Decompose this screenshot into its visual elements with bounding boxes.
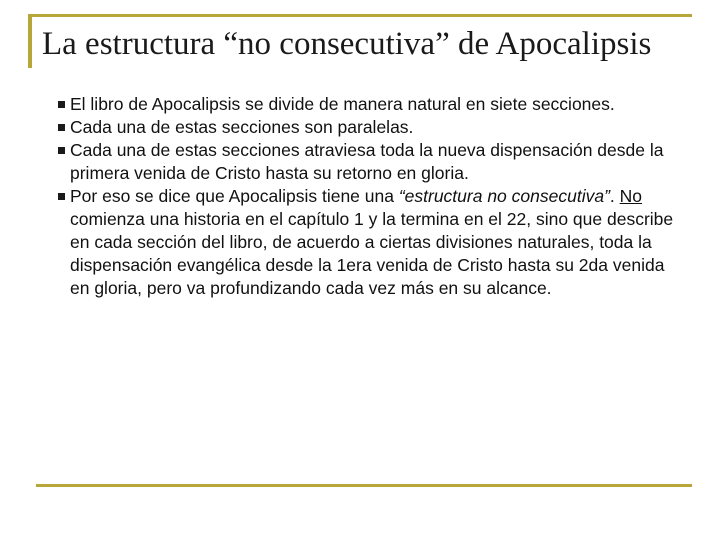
bullet-list: [58, 93, 688, 300]
square-bullet-icon: [58, 147, 65, 154]
title-top-rule: [28, 14, 692, 17]
title-side-rule: [28, 14, 32, 68]
bullet-item: [58, 185, 688, 300]
bullet-item: [58, 139, 688, 185]
bullet-text-before: Por eso se dice que Apocalipsis tiene una: [70, 186, 399, 206]
square-bullet-icon: [58, 101, 65, 108]
bullet-text: El libro de Apocalipsis se divide de manera natural en siete secciones.: [70, 94, 615, 114]
bottom-rule: [36, 484, 692, 487]
bullet-text-italic: “estructura no consecutiva”: [398, 186, 610, 206]
bullet-text-after: comienza una historia en el capítulo 1 y la termina en el 22, sino que describe en cada sección del libro, de acuerdo a ciertas divisiones naturales, toda la dispensación evangélica desde la 1era venida de Cristo hasta su 2da venida en gloria, pero va profundizando cada vez más en su alcance.: [70, 209, 674, 298]
bullet-text: Cada una de estas secciones son paralelas.: [70, 117, 414, 137]
slide-title: La estructura “no consecutiva” de Apocalipsis: [42, 26, 652, 62]
slide-content: [58, 93, 688, 300]
square-bullet-icon: [58, 124, 65, 131]
bullet-item: [58, 93, 688, 116]
bullet-text: Cada una de estas secciones atraviesa toda la nueva dispensación desde la primera venida de Cristo hasta su retorno en gloria.: [70, 140, 664, 183]
bullet-text-period: .: [609, 186, 620, 206]
bullet-text-underlined: No: [619, 186, 643, 206]
square-bullet-icon: [58, 193, 65, 200]
bullet-item: [58, 116, 688, 139]
